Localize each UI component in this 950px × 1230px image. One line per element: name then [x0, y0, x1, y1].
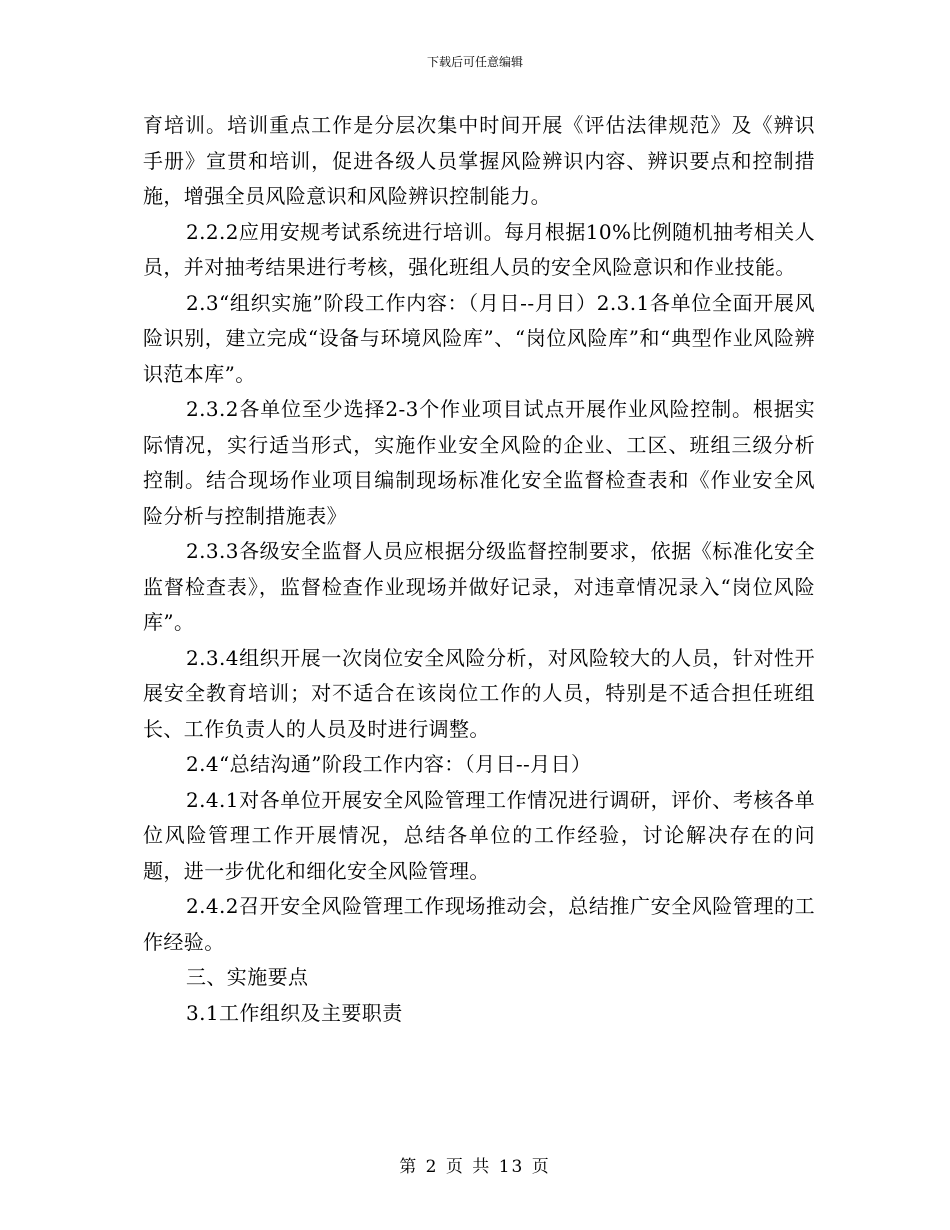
document-body — [143, 108, 815, 1031]
paragraph-continuation: 育培训。培训重点工作是分层次集中时间开展《评估法律规范》及《辨识手册》宣贯和培训，促进各级人员掌握风险辨识内容、辨识要点和控制措施，增强全员风险意识和风险辨识控制能力。 — [143, 113, 815, 208]
section-heading-3: 三、实施要点 — [186, 965, 309, 989]
paragraph-2-4-1: 2.4.1对各单位开展安全风险管理工作情况进行调研，评价、考核各单位风险管理工作开展情况，总结各单位的工作经验，讨论解决存在的问题，进一步优化和细化安全风险管理。 — [143, 787, 815, 883]
subsection-heading-3-1: 3.1工作组织及主要职责 — [186, 1000, 403, 1025]
paragraph-2-4-2: 2.4.2召开安全风险管理工作现场推动会，总结推广安全风险管理的工作经验。 — [143, 894, 815, 954]
paragraph-2-3: 2.3“组织实施”阶段工作内容：（月日--月日）2.3.1各单位全面开展风险识别，建立完成“设备与环境风险库”、“岗位风险库”和“典型作业风险辨识范本库”。 — [143, 290, 815, 386]
page-header: 下载后可任意编辑 — [426, 55, 523, 69]
page-number-footer: 第 2 页 共 13 页 — [399, 1157, 551, 1177]
paragraph-2-3-3: 2.3.3各级安全监督人员应根据分级监督控制要求，依据《标准化安全监督检查表》，监督检查作业现场并做好记录，对违章情况录入“岗位风险库”。 — [143, 539, 815, 634]
paragraph-2-3-4: 2.3.4组织开展一次岗位安全风险分析，对风险较大的人员，针对性开展安全教育培训；对不适合在该岗位工作的人员，特别是不适合担任班组长、工作负责人的人员及时进行调整。 — [143, 645, 815, 741]
paragraph-2-2-2: 2.2.2应用安规考试系统进行培训。每月根据10%比例随机抽考相关人员，并对抽考结果进行考核，强化班组人员的安全风险意识和作业技能。 — [143, 219, 815, 279]
paragraph-2-3-2: 2.3.2各单位至少选择2-3个作业项目试点开展作业风险控制。根据实际情况，实行适当形式，实施作业安全风险的企业、工区、班组三级分析控制。结合现场作业项目编制现场标准化安全监督检查表和《作业安全风险分析与控制措施表》 — [143, 397, 815, 528]
paragraph-2-4: 2.4“总结沟通”阶段工作内容：（月日--月日） — [186, 752, 592, 776]
